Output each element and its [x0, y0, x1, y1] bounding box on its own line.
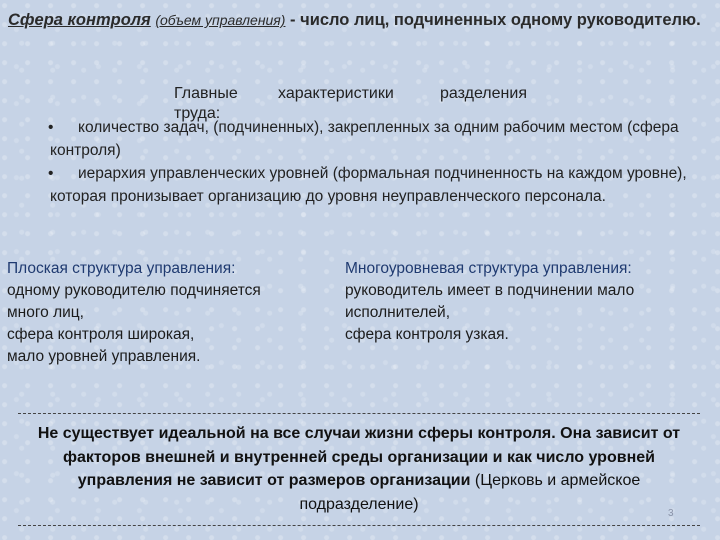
flat-structure-column: [7, 258, 327, 368]
conclusion-bold-text: Не существует идеальной на все случаи жизни сферы контроля. Она зависит от факторов внешней и внутренней среды организации и как число уровней управления не зависит от размеров организации: [37, 425, 681, 489]
multilevel-line: руководитель имеет в подчинении мало: [345, 282, 635, 299]
flat-line: много лиц,: [7, 304, 84, 321]
subheading-word-3: разделения: [440, 85, 527, 102]
bullet-icon: •: [48, 165, 54, 182]
slide-title: [8, 8, 708, 33]
title-definition: - число лиц, подчиненных одному руководителю.: [285, 11, 701, 29]
multilevel-structure-column: [345, 258, 705, 346]
bullet-text: иерархия управленческих уровней (формальная подчиненность на каждом уровне), которая пронизывает организацию до уровня неуправленческого персонала.: [50, 165, 687, 205]
flat-line: одному руководителю подчиняется: [7, 282, 261, 299]
title-parenthetical: (объем управления): [155, 12, 286, 28]
conclusion-text: [18, 422, 700, 516]
flat-line: сфера контроля широкая,: [7, 326, 195, 343]
multilevel-structure-title: Многоуровневая структура управления:: [345, 260, 632, 277]
conclusion-example-text: (Церковь и армейское подразделение): [299, 472, 641, 513]
subheading-word-2: характеристики: [278, 85, 394, 102]
bullet-list: [50, 116, 690, 208]
flat-line: мало уровней управления.: [7, 348, 201, 365]
bullet-icon: •: [48, 119, 54, 136]
title-term: Сфера контроля: [8, 11, 151, 29]
subheading: [174, 84, 574, 122]
multilevel-line: сфера контроля узкая.: [345, 326, 509, 343]
list-item: [50, 116, 690, 162]
multilevel-line: исполнителей,: [345, 304, 451, 321]
subheading-word-4: труда:: [174, 105, 221, 122]
bullet-text: количество задач, (подчиненных), закрепленных за одним рабочим местом (сфера контроля): [50, 119, 679, 159]
flat-structure-title: Плоская структура управления:: [7, 260, 236, 277]
list-item: [50, 162, 690, 208]
subheading-word-1: Главные: [174, 85, 238, 102]
page-number: 3: [668, 508, 674, 519]
